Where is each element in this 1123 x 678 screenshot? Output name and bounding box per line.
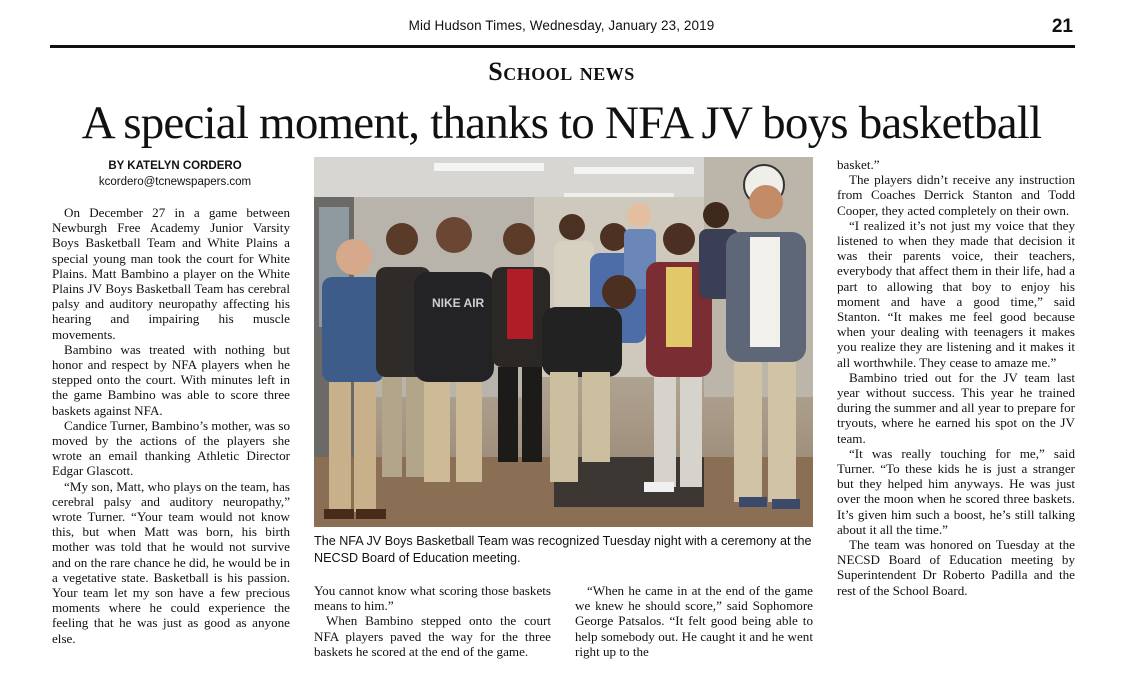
paragraph: Candice Turner, Bambino’s mother, was so moved by the actions of the players she wrote an email thanking Athletic Director Edgar Glascott. — [52, 417, 290, 479]
headline: A special moment, thanks to NFA JV boys basketball — [81, 97, 1042, 149]
article-column-2 — [314, 583, 551, 659]
paragraph: Bambino was treated with nothing but honor and respect by NFA players when he stepped onto the court. With minutes left in the game Bambino was able to score three baskets against NFA. — [52, 341, 290, 418]
hoodie-logo: NIKE AIR — [432, 296, 485, 310]
paragraph: When Bambino stepped onto the court NFA players paved the way for the three baskets he scored at the end of the game. — [314, 613, 551, 659]
paragraph: “When he came in at the end of the game we knew he should score,” said Sophomore George Patsalos. “It felt good being able to help somebody out. He caught it and he went right up to the — [575, 583, 813, 659]
team-photo-illustration — [314, 157, 813, 527]
paragraph: The players didn’t receive any instruction from Coaches Derrick Stanton and Todd Cooper, they acted completely on their own. — [837, 172, 1075, 218]
team-photo — [314, 157, 813, 527]
paragraph: basket.” — [837, 157, 880, 172]
article-column-4 — [837, 157, 1075, 598]
byline-email: kcordero@tcnewspapers.com — [98, 176, 252, 188]
paragraph: You cannot know what scoring those baskets means to him.” — [314, 583, 551, 614]
paragraph: “I realized it’s not just my voice that they listened to when they made that decision it was their parents voice, their teachers, everybody that affect them in their life, had a part to allowing that boy to enjoy his moment and have a good time,” said Stanton. “It makes me feel good because when your dealing with teenagers it makes you realize they are listening and it makes it all worthwhile. They cease to amaze me.” — [837, 217, 1075, 370]
paragraph: “It was really touching for me,” said Turner. “To these kids he is just a stranger but they helped him anyways. He was just over the moon when he scored three baskets. It’s given him such a boost, he’s still talking about it all the time.” — [837, 445, 1075, 537]
paragraph: Bambino tried out for the JV team last year without success. This year he trained during the summer and all year to prepare for tryouts, where he earned his spot on the JV team. — [837, 369, 1075, 446]
section-title: School news — [488, 57, 635, 86]
masthead-rule — [50, 45, 1075, 48]
article-column-1 — [52, 205, 290, 646]
paragraph: “My son, Matt, who plays on the team, has cerebral palsy and auditory neuropathy,” wrote Turner. “Your team would not know this, but when Matt was born, his birth mother was told that he would not survive and on the rare chance he did, he would be in a vegetative state. Basketball is his passion. Your team let my son have a few precious moments where he could experience the feeling that he was just as good as anyone else. — [52, 478, 290, 646]
masthead: Mid Hudson Times, Wednesday, January 23, 2019 — [408, 18, 715, 33]
paragraph: On December 27 in a game between Newburgh Free Academy Junior Varsity Boys Basketball Team and White Plains a special young man took the court for White Plains. Matt Bambino a player on the White Plains JV Boys Basketball Team has cerebral palsy and auditory neuropathy affecting his hearing and impairing his muscle movements. — [52, 205, 290, 342]
paragraph: The team was honored on Tuesday at the NECSD Board of Education meeting by Superintendent Dr Roberto Padilla and the rest of the School Board. — [837, 537, 1075, 598]
page-number: 21 — [1051, 16, 1073, 37]
photo-caption: The NFA JV Boys Basketball Team was recognized Tuesday night with a ceremony at the NECSD Board of Education meeting. — [314, 534, 812, 565]
byline — [55, 158, 295, 190]
byline-author: BY KATELYN CORDERO — [108, 160, 242, 172]
article-column-3 — [575, 583, 813, 659]
